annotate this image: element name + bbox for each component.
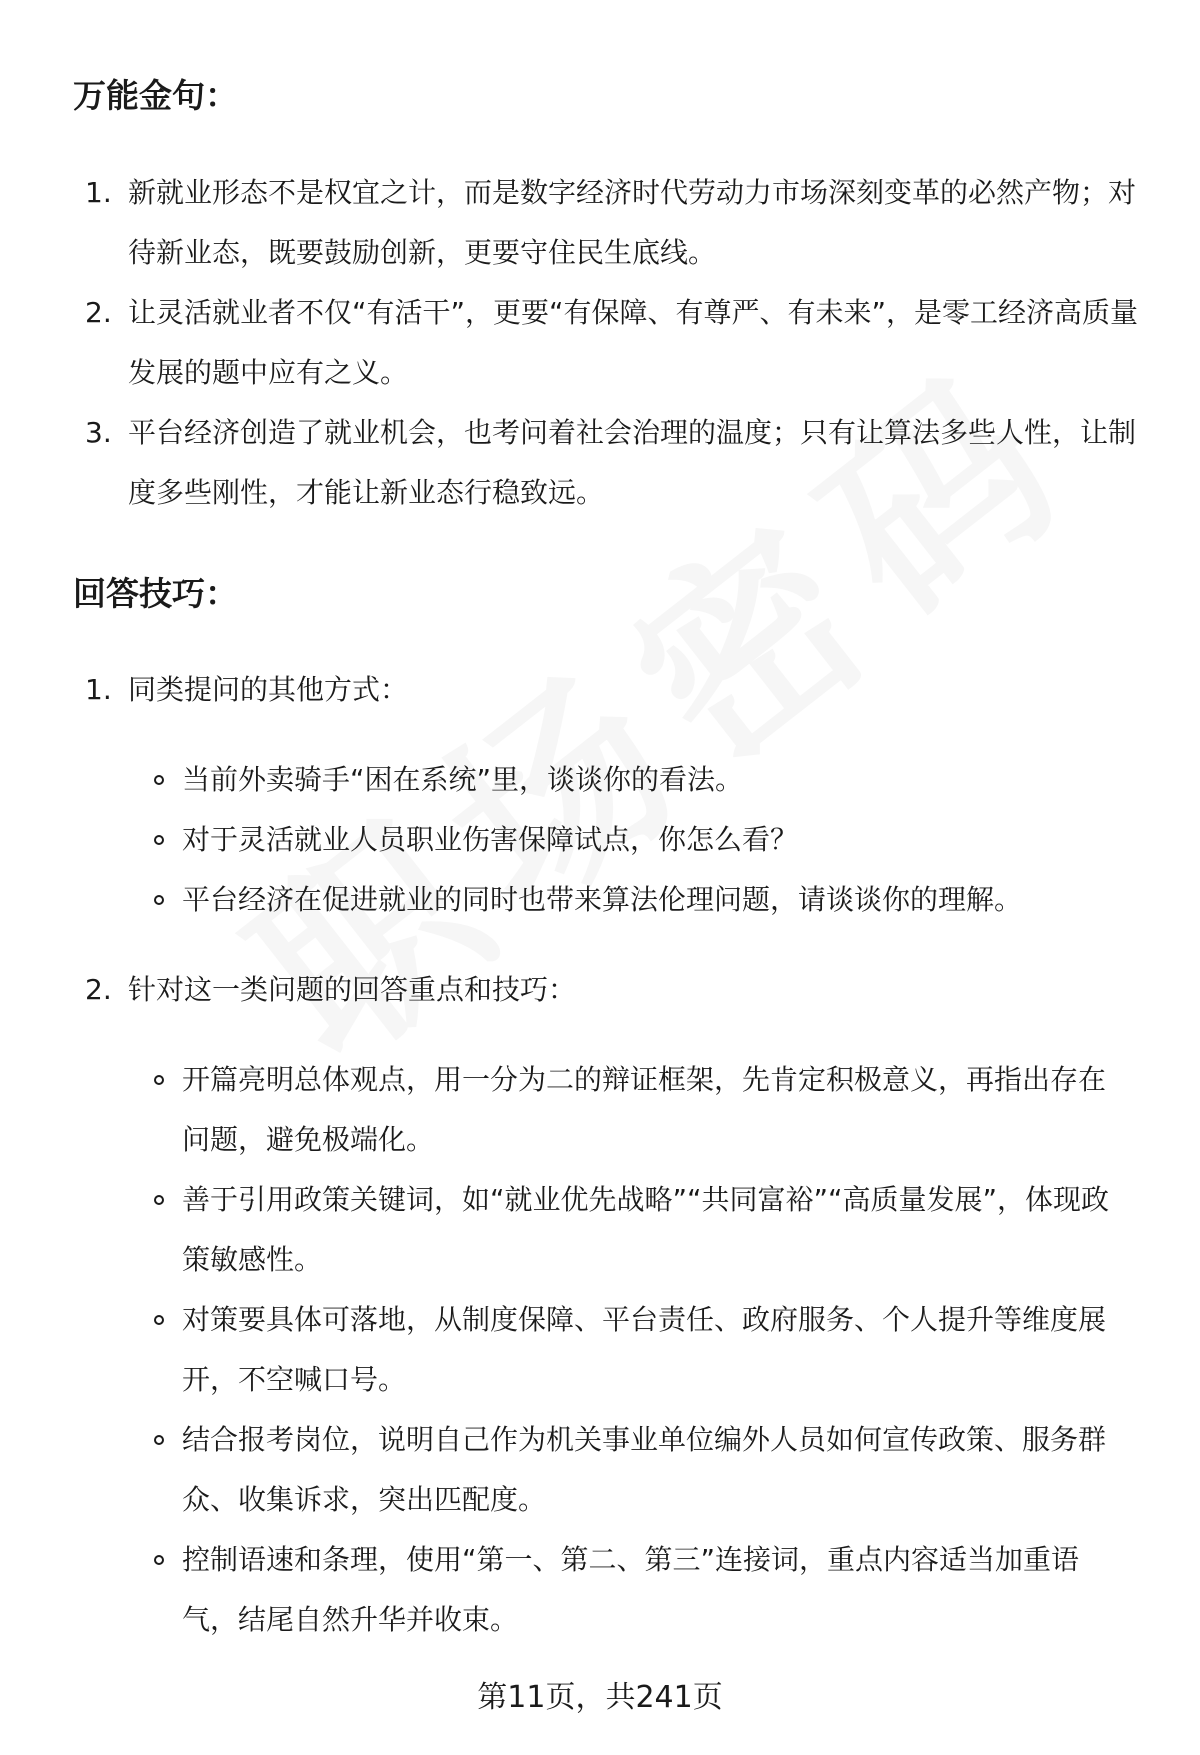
list-number: 1. xyxy=(85,673,112,706)
sub-list-item xyxy=(128,810,1132,870)
sub-list-item-text: 当前外卖骑手“困在系统”里，谈谈你的看法。 xyxy=(182,763,744,796)
sub-list-item-text: 控制语速和条理，使用“第一、第二、第三”连接词，重点内容适当加重语气，结尾自然升华并收束。 xyxy=(182,1543,1080,1636)
sub-list-item xyxy=(128,1170,1132,1290)
sub-list-item-text: 结合报考岗位，说明自己作为机关事业单位编外人员如何宣传政策、服务群众、收集诉求，突出匹配度。 xyxy=(182,1423,1107,1516)
sub-list xyxy=(128,1050,1140,1650)
sub-list-item-text: 对于灵活就业人员职业伤害保障试点，你怎么看？ xyxy=(182,823,799,856)
list-item xyxy=(0,283,1140,403)
circle-bullet-icon xyxy=(154,835,164,845)
sub-list-item-text: 平台经济在促进就业的同时也带来算法伦理问题，请谈谈你的理解。 xyxy=(182,883,1023,916)
section-heading-answer-tips: 回答技巧： xyxy=(73,574,238,613)
list-item xyxy=(0,403,1140,523)
list-item xyxy=(0,163,1140,283)
sub-list-item xyxy=(128,1530,1132,1650)
section-heading-golden-sentences: 万能金句： xyxy=(73,76,238,115)
list-item-text: 新就业形态不是权宜之计，而是数字经济时代劳动力市场深刻变革的必然产物；对待新业态，既要鼓励创新，更要守住民生底线。 xyxy=(128,176,1137,269)
sub-list-item xyxy=(128,1050,1132,1170)
circle-bullet-icon xyxy=(154,1195,164,1205)
circle-bullet-icon xyxy=(154,1555,164,1565)
sub-list-item xyxy=(128,1410,1132,1530)
list-item xyxy=(0,960,1140,1650)
sub-list-item xyxy=(128,870,1132,930)
list-item-text: 同类提问的其他方式： xyxy=(128,673,409,706)
list-item xyxy=(0,660,1140,930)
golden-sentences-list xyxy=(0,163,1200,523)
circle-bullet-icon xyxy=(154,1075,164,1085)
list-number: 3. xyxy=(85,416,112,449)
list-number: 2. xyxy=(85,296,112,329)
page-number-footer: 第11页，共241页 xyxy=(477,1680,723,1715)
list-item-text: 让灵活就业者不仅“有活干”，更要“有保障、有尊严、有未来”，是零工经济高质量发展的题中应有之义。 xyxy=(128,296,1139,389)
list-number: 1. xyxy=(85,176,112,209)
answer-tips-list-1 xyxy=(0,660,1200,930)
sub-list-item-text: 开篇亮明总体观点，用一分为二的辩证框架，先肯定积极意义，再指出存在问题，避免极端化。 xyxy=(182,1063,1107,1156)
list-item-text: 平台经济创造了就业机会，也考问着社会治理的温度；只有让算法多些人性，让制度多些刚性，才能让新业态行稳致远。 xyxy=(128,416,1137,509)
sub-list-item xyxy=(128,750,1132,810)
sub-list-item-text: 对策要具体可落地，从制度保障、平台责任、政府服务、个人提升等维度展开，不空喊口号。 xyxy=(182,1303,1107,1396)
list-item-text: 针对这一类问题的回答重点和技巧： xyxy=(128,973,577,1006)
circle-bullet-icon xyxy=(154,1315,164,1325)
circle-bullet-icon xyxy=(154,1435,164,1445)
circle-bullet-icon xyxy=(154,775,164,785)
sub-list xyxy=(128,750,1140,930)
sub-list-item-text: 善于引用政策关键词，如“就业优先战略”“共同富裕”“高质量发展”，体现政策敏感性。 xyxy=(182,1183,1110,1276)
sub-list-item xyxy=(128,1290,1132,1410)
circle-bullet-icon xyxy=(154,895,164,905)
answer-tips-list-2 xyxy=(0,960,1200,1650)
list-number: 2. xyxy=(85,973,112,1006)
